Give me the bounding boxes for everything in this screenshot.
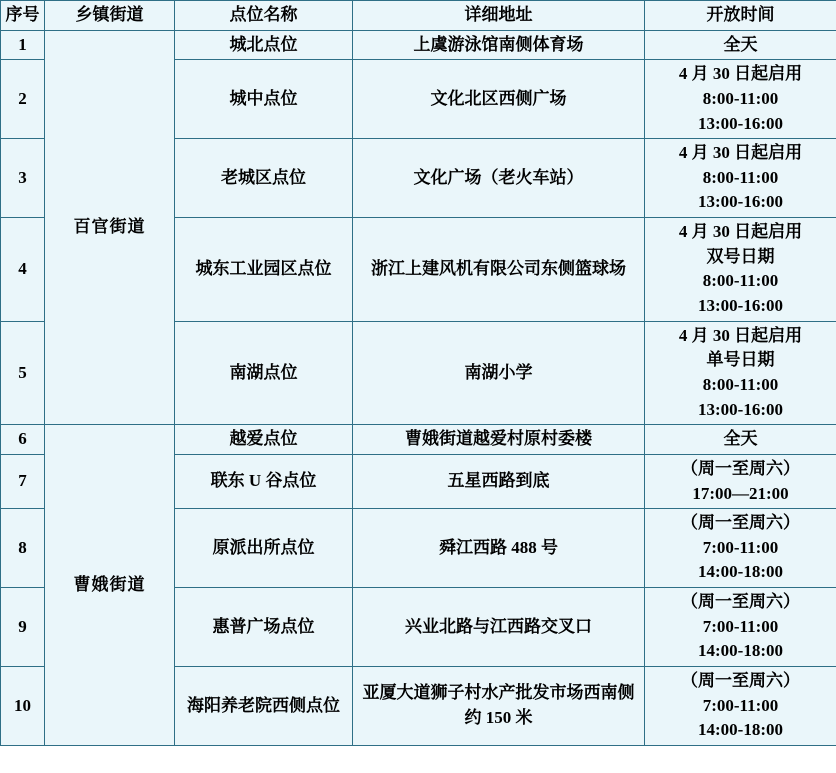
cell-address: 亚厦大道狮子村水产批发市场西南侧约 150 米: [353, 667, 645, 746]
cell-address: 上虞游泳馆南侧体育场: [353, 30, 645, 60]
cell-hours: [645, 321, 836, 425]
cell-seq: 2: [1, 60, 45, 139]
cell-hours: [645, 30, 836, 60]
cell-hours: [645, 60, 836, 139]
hours-lines: [649, 427, 832, 452]
hours-line: 4 月 30 日起启用: [678, 64, 803, 84]
cell-seq: 7: [1, 454, 45, 508]
hours-line: 13:00-16:00: [698, 192, 783, 212]
cell-seq: 3: [1, 139, 45, 218]
cell-hours: [645, 667, 836, 746]
cell-site-name: 老城区点位: [175, 139, 353, 218]
cell-address: 文化北区西侧广场: [353, 60, 645, 139]
cell-site-name: 南湖点位: [175, 321, 353, 425]
cell-seq: 1: [1, 30, 45, 60]
table-row: [1, 425, 836, 455]
cell-seq: 6: [1, 425, 45, 455]
hours-line: 全天: [723, 34, 758, 54]
table-header-row: [1, 1, 836, 31]
hours-lines: [649, 220, 832, 319]
cell-hours: [645, 454, 836, 508]
column-header-seq: 序号: [1, 1, 45, 31]
table-row: [1, 30, 836, 60]
cell-hours: [645, 425, 836, 455]
hours-line: 7:00-11:00: [702, 695, 779, 715]
hours-lines: [649, 62, 832, 136]
hours-line: （周一至周六）: [681, 671, 800, 691]
column-header-address: 详细地址: [353, 1, 645, 31]
cell-seq: 4: [1, 218, 45, 322]
cell-seq: 9: [1, 588, 45, 667]
cell-site-name: 城东工业园区点位: [175, 218, 353, 322]
hours-lines: [649, 669, 832, 743]
hours-line: 13:00-16:00: [698, 296, 783, 316]
hours-line: 8:00-11:00: [702, 88, 779, 108]
cell-address: 曹娥街道越爱村原村委楼: [353, 425, 645, 455]
hours-line: 4 月 30 日起启用: [678, 222, 803, 242]
cell-address: 浙江上建风机有限公司东侧篮球场: [353, 218, 645, 322]
hours-line: 7:00-11:00: [702, 616, 779, 636]
hours-line: 7:00-11:00: [702, 537, 779, 557]
hours-line: 单号日期: [706, 350, 775, 370]
hours-lines: [649, 457, 832, 506]
cell-hours: [645, 218, 836, 322]
hours-line: 全天: [723, 429, 758, 449]
column-header-name: 点位名称: [175, 1, 353, 31]
cell-hours: [645, 588, 836, 667]
cell-site-name: 联东 U 谷点位: [175, 454, 353, 508]
cell-seq: 10: [1, 667, 45, 746]
hours-lines: [649, 141, 832, 215]
hours-lines: [649, 33, 832, 58]
hours-lines: [649, 324, 832, 423]
cell-seq: 8: [1, 509, 45, 588]
hours-line: （周一至周六）: [681, 513, 800, 533]
hours-line: （周一至周六）: [681, 458, 800, 478]
hours-line: 14:00-18:00: [698, 562, 783, 582]
hours-line: 13:00-16:00: [698, 399, 783, 419]
cell-hours: [645, 139, 836, 218]
column-header-town: 乡镇街道: [45, 1, 175, 31]
cell-address: 五星西路到底: [353, 454, 645, 508]
hours-line: 8:00-11:00: [702, 271, 779, 291]
hours-line: 13:00-16:00: [698, 113, 783, 133]
cell-site-name: 城北点位: [175, 30, 353, 60]
hours-line: 8:00-11:00: [702, 167, 779, 187]
cell-site-name: 越爱点位: [175, 425, 353, 455]
hours-line: 4 月 30 日起启用: [678, 325, 803, 345]
hours-line: 4 月 30 日起启用: [678, 143, 803, 163]
hours-line: （周一至周六）: [681, 592, 800, 612]
cell-address: 文化广场（老火车站）: [353, 139, 645, 218]
cell-address: 南湖小学: [353, 321, 645, 425]
cell-site-name: 惠普广场点位: [175, 588, 353, 667]
hours-lines: [649, 590, 832, 664]
hours-line: 双号日期: [706, 246, 775, 266]
cell-site-name: 海阳养老院西侧点位: [175, 667, 353, 746]
cell-hours: [645, 509, 836, 588]
cell-town-baiguan: 百官街道: [45, 30, 175, 425]
hours-line: 14:00-18:00: [698, 720, 783, 740]
cell-site-name: 原派出所点位: [175, 509, 353, 588]
hours-line: 8:00-11:00: [702, 374, 779, 394]
hours-lines: [649, 511, 832, 585]
hours-line: 17:00—21:00: [692, 483, 789, 503]
cell-seq: 5: [1, 321, 45, 425]
cell-town-caoe: 曹娥街道: [45, 425, 175, 746]
hours-line: 14:00-18:00: [698, 641, 783, 661]
cell-address: 兴业北路与江西路交叉口: [353, 588, 645, 667]
cell-address: 舜江西路 488 号: [353, 509, 645, 588]
cell-site-name: 城中点位: [175, 60, 353, 139]
column-header-hours: 开放时间: [645, 1, 836, 31]
